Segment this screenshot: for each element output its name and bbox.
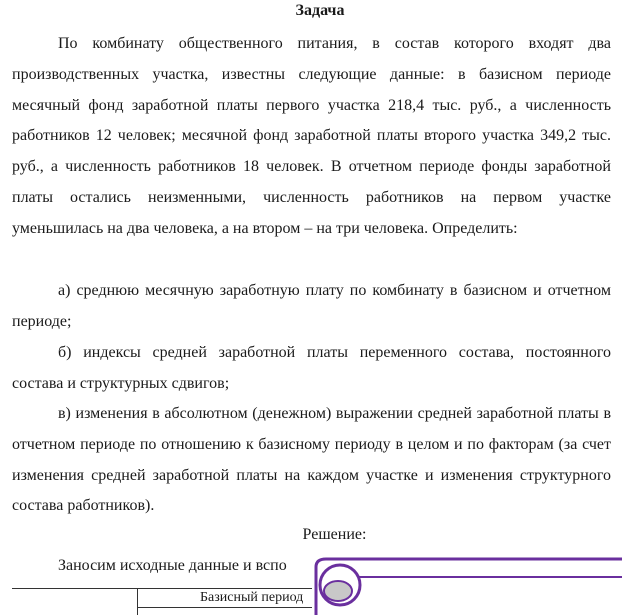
task-item-a: а) среднюю месячную заработную плату по комбинату в базисном и отчетном периоде; bbox=[12, 282, 611, 330]
scroll-banner-icon bbox=[308, 553, 622, 615]
task-condition-paragraph: По комбинату общественного питания, в состав которого входят два производственных участка, известны следующие данные: в базисном периоде месячный фонд заработной платы первого участка 218,4 тыс. руб., а численность работников 12 человек; месячной фонд заработной платы второго участка 349,2 тыс. руб., а численность работников 18 человек. В отчетном периоде фонды заработной платы остались неизменными, численность работников на первом участке уменьшилась на два человека, а на втором – на три человека. Определить: bbox=[12, 35, 611, 237]
task-title: Задача bbox=[295, 2, 345, 19]
task-item-b: б) индексы средней заработной платы переменного состава, постоянного состава и структурных сдвигов; bbox=[12, 344, 611, 392]
solution-heading: Решение: bbox=[302, 526, 367, 543]
table-top-border bbox=[12, 588, 312, 589]
table-header-base-period: Базисный период bbox=[200, 590, 304, 605]
solution-intro-text: Заносим исходные данные и вспо bbox=[58, 557, 287, 574]
table-column-divider bbox=[137, 588, 138, 615]
table-header-divider bbox=[137, 607, 312, 608]
task-item-c: в) изменения в абсолютном (денежном) выражении средней заработной платы в отчетном периоде по отношению к базисному периоду в целом и по факторам (за счет изменения средней заработной платы на каждом участке и изменения структурного состава работников). bbox=[12, 405, 611, 515]
